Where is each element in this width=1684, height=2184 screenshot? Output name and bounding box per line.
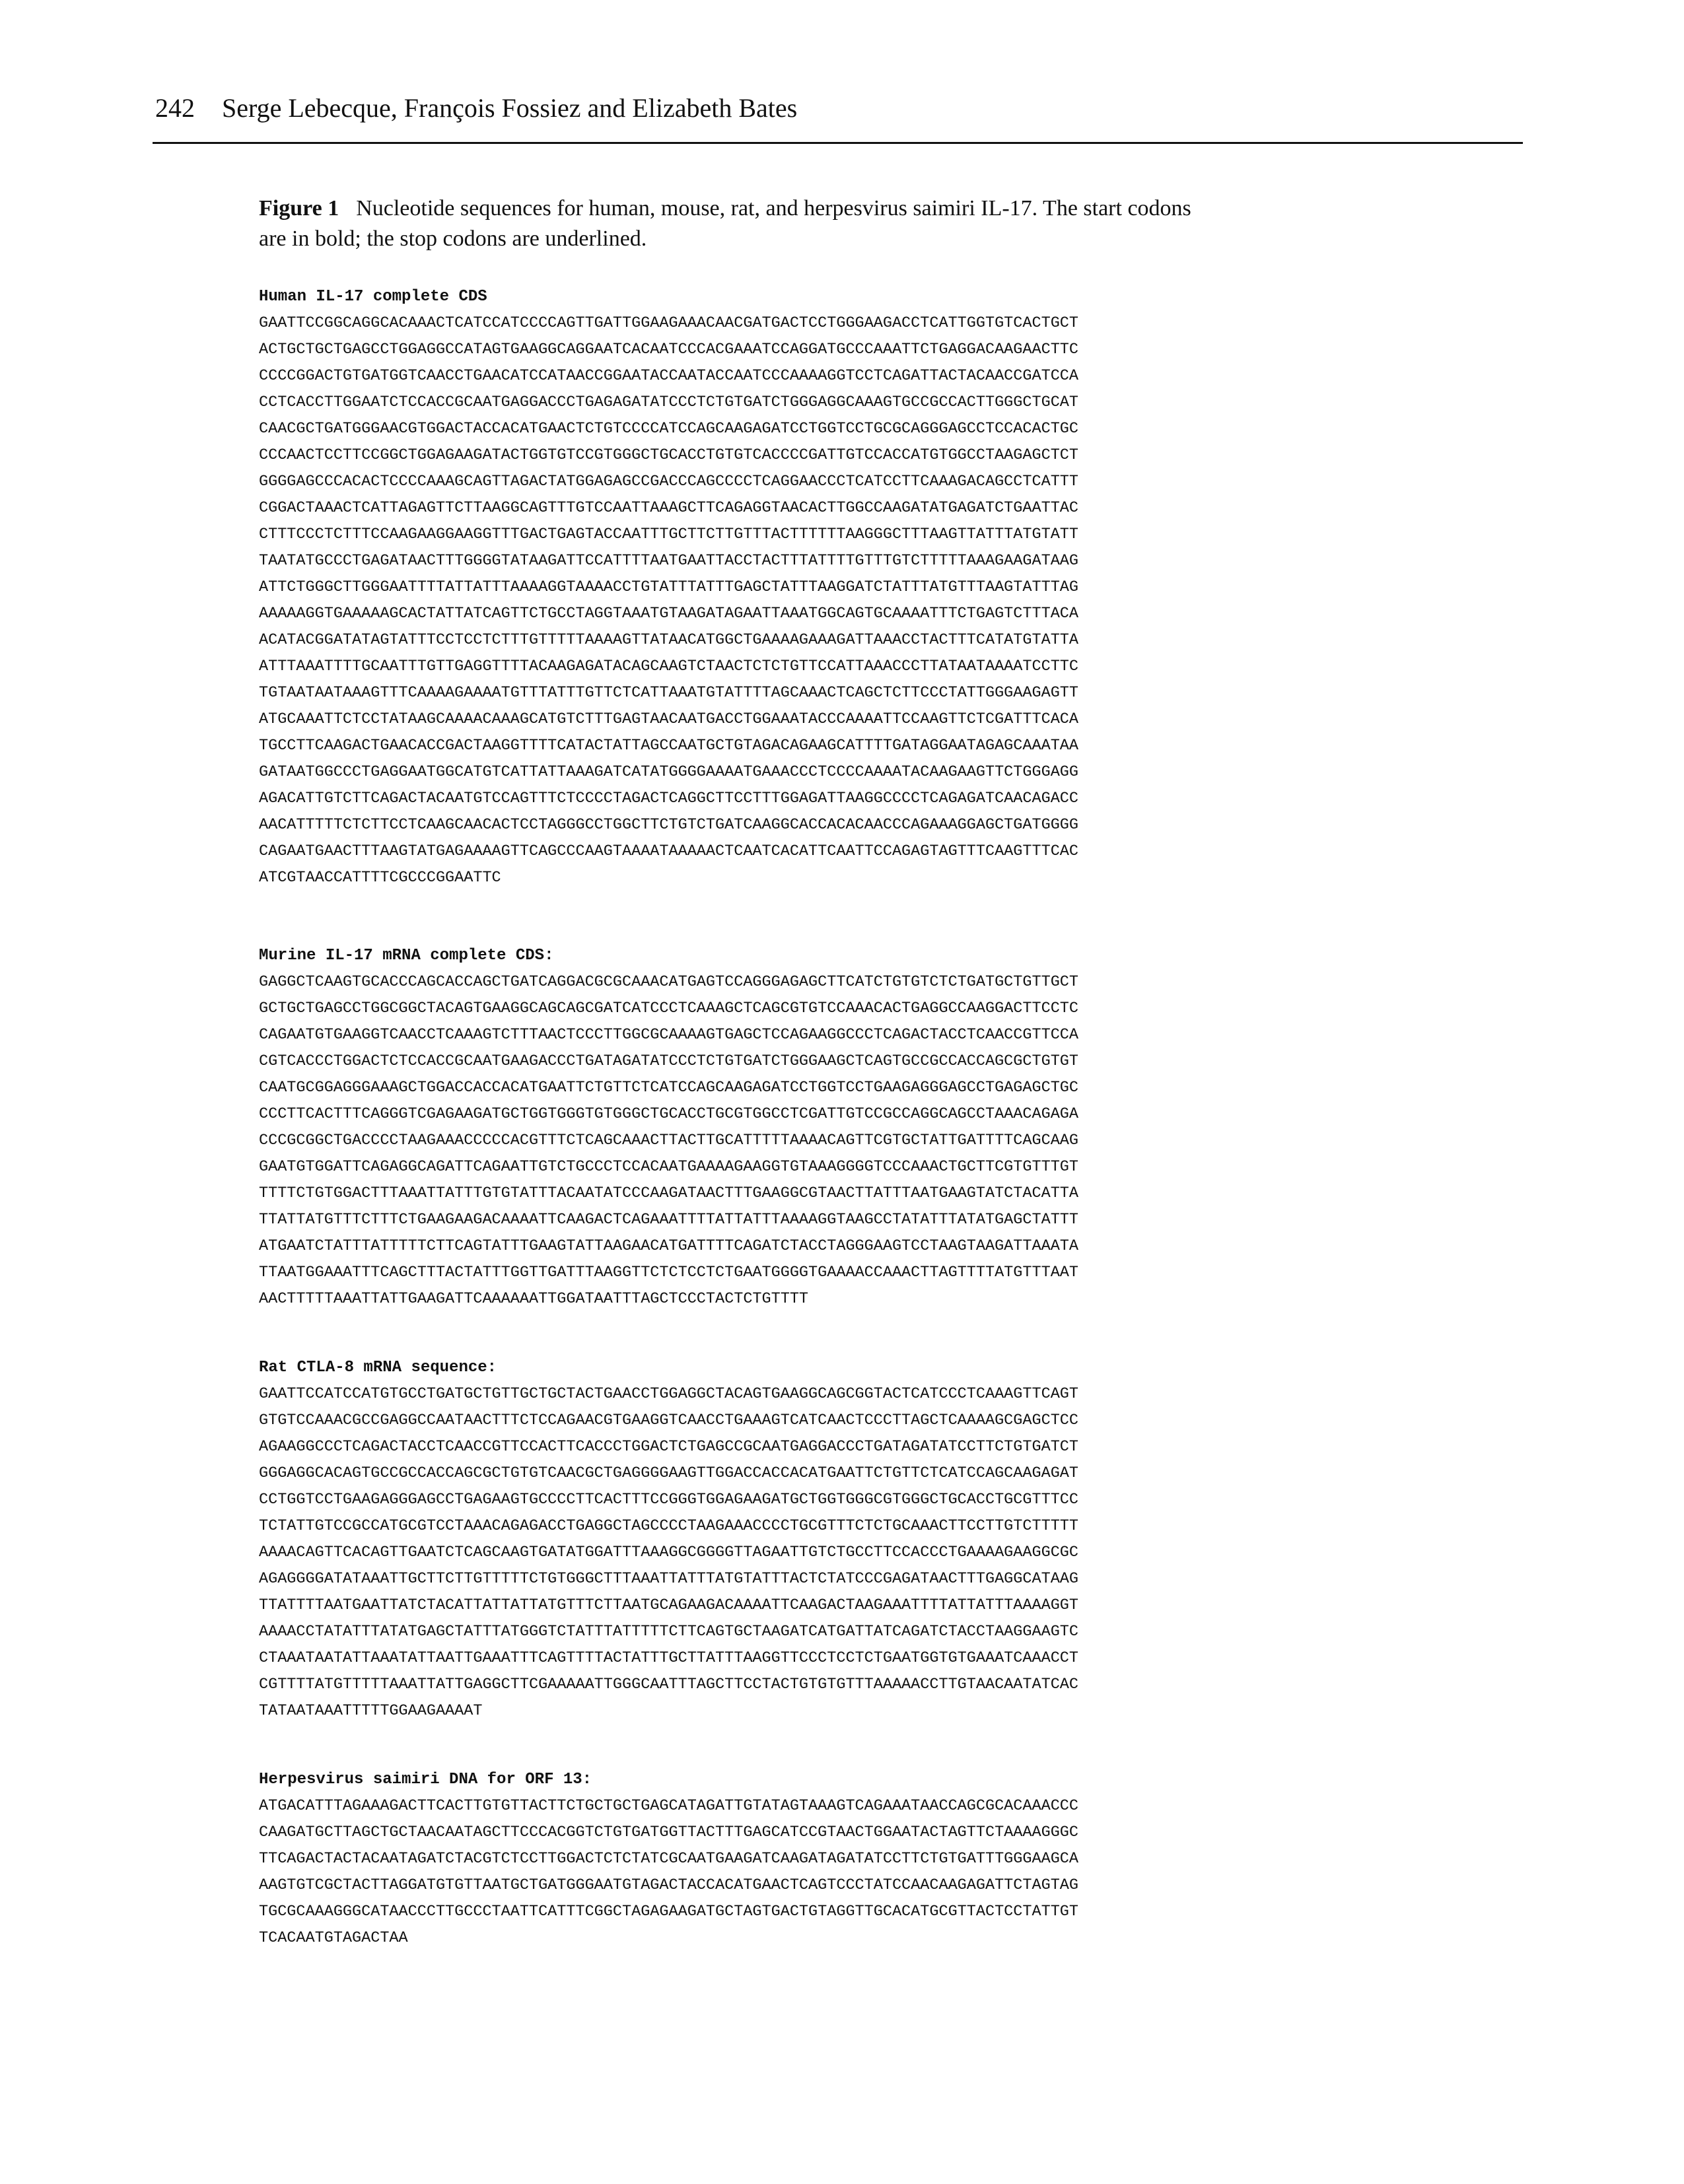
sequence-line: AAGTGTCGCTACTTAGGATGTGTTAATGCTGATGGGAATGTAGACTACCACATGAACTCAGTCCCTATCCAACAAGAGATTCTAGTAG: [259, 1876, 1079, 1894]
sequence-line: AGAAGGCCCTCAGACTACCTCAACCGTTCCACTTCACCCTGGACTCTGAGCCGCAATGAGGACCCTGATAGATATCCTTCTGTGATCT: [259, 1438, 1079, 1456]
sequence-block-rat: [259, 1355, 1448, 1724]
sequence-line: ACATACGGATATAGTATTTCCTCCTCTTTGTTTTTAAAAGTTATAACATGGCTGAAAAGAAAGATTAAACCTACTTTCATATGTATTA: [259, 631, 1079, 649]
sequence-line: ATTTAAATTTTGCAATTTGTTGAGGTTTTACAAGAGATACAGCAAGTCTAACTCTCTGTTCCATTAAACCCTTATAATAAAATCCTTC: [259, 658, 1079, 675]
sequence-line: AACTTTTTAAATTATTGAAGATTCAAAAAATTGGATAATTTAGCTCCCTACTCTGTTTT: [259, 1290, 809, 1308]
caption-line-1: [259, 193, 1441, 224]
sequence-line: GATAATGGCCCTGAGGAATGGCATGTCATTATTAAAGATCATATGGGGAAAATGAAACCCTCCCCAAAATACAAGAAGTTCTGGGAGG: [259, 763, 1079, 781]
sequence-lines: [259, 1793, 1448, 1952]
sequence-line: CCCTTCACTTTCAGGGTCGAGAAGATGCTGGTGGGTGTGGGCTGCACCTGCGTGGCCTCGATTGTCCGCCAGGCAGCCTAAACAGAGA: [259, 1105, 1079, 1123]
sequence-line: CAGAATGAACTTTAAGTATGAGAAAAGTTCAGCCCAAGTAAAATAAAAACTCAATCACATTCAATTCCAGAGTAGTTTCAAGTTTCAC: [259, 842, 1079, 860]
sequence-line: ACTGCTGCTGAGCCTGGAGGCCATAGTGAAGGCAGGAATCACAATCCCACGAAATCCAGGATGCCCAAATTCTGAGGACAAGAACTTC: [259, 341, 1079, 358]
sequence-line: AGACATTGTCTTCAGACTACAATGTCCAGTTTCTCCCCTAGACTCAGGCTTCCTTTGGAGATTAAGGCCCCTCAGAGATCAACAGACC: [259, 790, 1079, 807]
sequence-line: TTCAGACTACTACAATAGATCTACGTCTCCTTGGACTCTCTATCGCAATGAAGATCAAGATAGATATCCTTCTGTGATTTGGGAAGCA: [259, 1850, 1079, 1868]
sequence-line: GAATTCCATCCATGTGCCTGATGCTGTTGCTGCTACTGAACCTGGAGGCTACAGTGAAGGCAGCGGTACTCATCCCTCAAAGTTCAGT: [259, 1385, 1079, 1403]
sequence-line: GCTGCTGAGCCTGGCGGCTACAGTGAAGGCAGCAGCGATCATCCCTCAAAGCTCAGCGTGTCCAAACACTGAGGCCAAGGACTTCCTC: [259, 1000, 1079, 1017]
sequence-line: TTTTCTGTGGACTTTAAATTATTTGTGTATTTACAATATCCCAAGATAACTTTGAAGGCGTAACTTATTTAATGAAGTATCTACATTA: [259, 1184, 1079, 1202]
sequence-line: GAATGTGGATTCAGAGGCAGATTCAGAATTGTCTGCCCTCCACAATGAAAAGAAGGTGTAAAGGGGTCCCAAACTGCTTCGTGTTTGT: [259, 1158, 1079, 1176]
figure-label: Figure 1: [259, 196, 339, 221]
sequence-line: AAAACCTATATTTATATGAGCTATTTATGGGTCTATTTATTTTTCTTCAGTGCTAAGATCATGATTATCAGATCTACCTAAGGAAGTC: [259, 1623, 1079, 1641]
sequence-line: CCTGGTCCTGAAGAGGGAGCCTGAGAAGTGCCCCTTCACTTTCCGGGTGGAGAAGATGCTGGTGGGCGTGGGCTGCACCTGCGTTTCC: [259, 1491, 1079, 1509]
sequence-line: GAGGCTCAAGTGCACCCAGCACCAGCTGATCAGGACGCGCAAACATGAGTCCAGGGAGAGCTTCATCTGTGTCTCTGATGCTGTTGCT: [259, 973, 1079, 991]
sequence-line: AACATTTTTCTCTTCCTCAAGCAACACTCCTAGGGCCTGGCTTCTGTCTGATCAAGGCACCACACAACCCAGAAAGGAGCTGATGGGG: [259, 816, 1079, 834]
sequence-line: GGGAGGCACAGTGCCGCCACCAGCGCTGTGTCAACGCTGAGGGGAAGTTGGACCACCACATGAATTCTGTTCTCATCCAGCAAGAGAT: [259, 1464, 1079, 1482]
sequence-line: CGTCACCCTGGACTCTCCACCGCAATGAAGACCCTGATAGATATCCCTCTGTGATCTGGGAAGCTCAGTGCCGCCACCAGCGCTGTGT: [259, 1052, 1079, 1070]
sequence-line: TGCGCAAAGGGCATAACCCTTGCCCTAATTCATTTCGGCTAGAGAAGATGCTAGTGACTGTAGGTTGCACATGCGTTACTCCTATTGT: [259, 1903, 1079, 1921]
caption-line-2: are in bold; the stop codons are underlined.: [259, 226, 647, 251]
sequence-line: TTATTATGTTTCTTTCTGAAGAAGACAAAATTCAAGACTCAGAAATTTTATTATTTAAAAGGTAAGCCTATATTTATATGAGCTATTT: [259, 1211, 1079, 1229]
sequence-line: TCACAATGTAGACTAA: [259, 1929, 408, 1947]
figure-caption: [259, 193, 1441, 254]
sequence-line: CCCCGGACTGTGATGGTCAACCTGAACATCCATAACCGGAATACCAATACCAATCCCAAAAGGTCCTCAGATTACTACAACCGATCCA: [259, 367, 1079, 385]
running-header-authors: Serge Lebecque, François Fossiez and Elizabeth Bates: [222, 93, 798, 123]
sequence-line: AGAGGGGATATAAATTGCTTCTTGTTTTTCTGTGGGCTTTAAATTATTTATGTATTTACTCTATCCCGAGATAACTTTGAGGCATAAG: [259, 1570, 1079, 1588]
sequence-line: TGCCTTCAAGACTGAACACCGACTAAGGTTTTCATACTATTAGCCAATGCTGTAGACAGAAGCATTTTGATAGGAATAGAGCAAATAA: [259, 737, 1079, 755]
sequence-line: CAATGCGGAGGGAAAGCTGGACCACCACATGAATTCTGTTCTCATCCAGCAAGAGATCCTGGTCCTGAAGAGGGAGCCTGAGAGCTGC: [259, 1079, 1079, 1097]
sequence-line: AAAACAGTTCACAGTTGAATCTCAGCAAGTGATATGGATTTAAAGGCGGGGTTAGAATTGTCTGCCTTCCACCCTGAAAAGAAGGCGC: [259, 1544, 1079, 1561]
sequence-line: GAATTCCGGCAGGCACAAACTCATCCATCCCCAGTTGATTGGAAGAAACAACGATGACTCCTGGGAAGACCTCATTGGTGTCACTGCT: [259, 314, 1079, 332]
sequence-line: TCTATTGTCCGCCATGCGTCCTAAACAGAGACCTGAGGCTAGCCCCTAAGAAACCCCTGCGTTTCTCTGCAAACTTCCTTGTCTTTTT: [259, 1517, 1079, 1535]
sequence-title: Human IL-17 complete CDS: [259, 288, 487, 306]
sequence-title: Murine IL-17 mRNA complete CDS:: [259, 947, 554, 965]
sequence-title: Rat CTLA-8 mRNA sequence:: [259, 1359, 497, 1377]
sequence-line: AAAAAGGTGAAAAAGCACTATTATCAGTTCTGCCTAGGTAAATGTAAGATAGAATTAAATGGCAGTGCAAAATTTCTGAGTCTTTACA: [259, 605, 1079, 623]
sequence-lines: [259, 310, 1448, 891]
running-header: [153, 92, 1523, 144]
sequence-lines: [259, 1381, 1448, 1724]
sequence-line: CAACGCTGATGGGAACGTGGACTACCACATGAACTCTGTCCCCATCCAGCAAGAGATCCTGGTCCTGCGCAGGGAGCCTCCACACTGC: [259, 420, 1079, 438]
sequence-lines: [259, 969, 1448, 1313]
sequence-block-herpesvirus: [259, 1767, 1448, 1952]
sequence-block-murine: [259, 943, 1448, 1313]
sequence-line: CCCGCGGCTGACCCCTAAGAAACCCCCACGTTTCTCAGCAAACTTACTTGCATTTTTAAAACAGTTCGTGCTATTGATTTTCAGCAAG: [259, 1132, 1079, 1149]
page-number: 242: [155, 93, 195, 123]
sequence-line: GGGGAGCCCACACTCCCCAAAGCAGTTAGACTATGGAGAGCCGACCCAGCCCCTCAGGAACCCTCATCCTTCAAAGACAGCCTCATTT: [259, 473, 1079, 491]
sequence-line: CCTCACCTTGGAATCTCCACCGCAATGAGGACCCTGAGAGATATCCCTCTGTGATCTGGGAGGCAAAGTGCCGCCACTTGGGCTGCAT: [259, 393, 1079, 411]
sequence-line: CAAGATGCTTAGCTGCTAACAATAGCTTCCCACGGTCTGTGATGGTTACTTTGAGCATCCGTAACTGGAATACTAGTTCTAAAAGGGC: [259, 1824, 1079, 1841]
sequence-line: CGTTTTATGTTTTTAAATTATTGAGGCTTCGAAAAATTGGGCAATTTAGCTTCCTACTGTGTGTTTAAAAACCTTGTAACAATATCAC: [259, 1676, 1079, 1693]
sequence-line: CGGACTAAACTCATTAGAGTTCTTAAGGCAGTTTGTCCAATTAAAGCTTCAGAGGTAACACTTGGCCAAGATATGAGATCTGAATTAC: [259, 499, 1079, 517]
sequence-line: ATGACATTTAGAAAGACTTCACTTGTGTTACTTCTGCTGCTGAGCATAGATTGTATAGTAAAGTCAGAAATAACCAGCGCACAAACCC: [259, 1797, 1079, 1815]
sequence-line: TAATATGCCCTGAGATAACTTTGGGGTATAAGATTCCATTTTAATGAATTACCTACTTTATTTTGTTTGTCTTTTTAAAGAAGATAAG: [259, 552, 1079, 570]
sequence-line: TGTAATAATAAAGTTTCAAAAGAAAATGTTTATTTGTTCTCATTAAATGTATTTTAGCAAACTCAGCTCTTCCCTATTGGGAAGAGTT: [259, 684, 1079, 702]
sequence-line: ATTCTGGGCTTGGGAATTTTATTATTTAAAAGGTAAAACCTGTATTTATTTGAGCTATTTAAGGATCTATTTATGTTTAAGTATTTAG: [259, 578, 1079, 596]
caption-text-1: Nucleotide sequences for human, mouse, rat, and herpesvirus saimiri IL-17. The start codons: [356, 196, 1191, 221]
sequence-line: ATGCAAATTCTCCTATAAGCAAAACAAAGCATGTCTTTGAGTAACAATGACCTGGAAATACCCAAAATTCCAAGTTCTCGATTTCACA: [259, 710, 1079, 728]
sequence-line: TATAATAAATTTTTGGAAGAAAAT: [259, 1702, 483, 1720]
sequence-block-human: [259, 284, 1448, 891]
sequence-line: GTGTCCAAACGCCGAGGCCAATAACTTTCTCCAGAACGTGAAGGTCAACCTGAAAGTCATCAACTCCCTTAGCTCAAAAGCGAGCTCC: [259, 1412, 1079, 1429]
sequence-line: ATGAATCTATTTATTTTTCTTCAGTATTTGAAGTATTAAGAACATGATTTTCAGATCTACCTAGGGAAGTCCTAAGTAAGATTAAATA: [259, 1237, 1079, 1255]
sequence-line: CTTTCCCTCTTTCCAAGAAGGAAGGTTTGACTGAGTACCAATTTGCTTCTTGTTTACTTTTTTAAGGGCTTTAAGTTATTTATGTATT: [259, 526, 1079, 543]
sequence-line: TTATTTTAATGAATTATCTACATTATTATTATGTTTCTTAATGCAGAAGACAAAATTCAAGACTAAGAAATTTTATTATTTAAAAGGT: [259, 1596, 1079, 1614]
sequence-line: TTAATGGAAATTTCAGCTTTACTATTTGGTTGATTTAAGGTTCTCTCCTCTGAATGGGGTGAAAACCAAACTTAGTTTTATGTTTAAT: [259, 1264, 1079, 1281]
sequence-title: Herpesvirus saimiri DNA for ORF 13:: [259, 1771, 592, 1789]
sequence-line: ATCGTAACCATTTTCGCCCGGAATTC: [259, 869, 501, 887]
sequence-line: CCCAACTCCTTCCGGCTGGAGAAGATACTGGTGTCCGTGGGCTGCACCTGTGTCACCCCGATTGTCCACCATGTGGCCTAAGAGCTCT: [259, 446, 1079, 464]
sequence-line: CTAAATAATATTAAATATTAATTGAAATTTCAGTTTTACTATTTGCTTATTTAAGGTTCCCTCCTCTGAATGGTGTGAAATCAAACCT: [259, 1649, 1079, 1667]
sequence-line: CAGAATGTGAAGGTCAACCTCAAAGTCTTTAACTCCCTTGGCGCAAAAGTGAGCTCCAGAAGGCCCTCAGACTACCTCAACCGTTCCA: [259, 1026, 1079, 1044]
